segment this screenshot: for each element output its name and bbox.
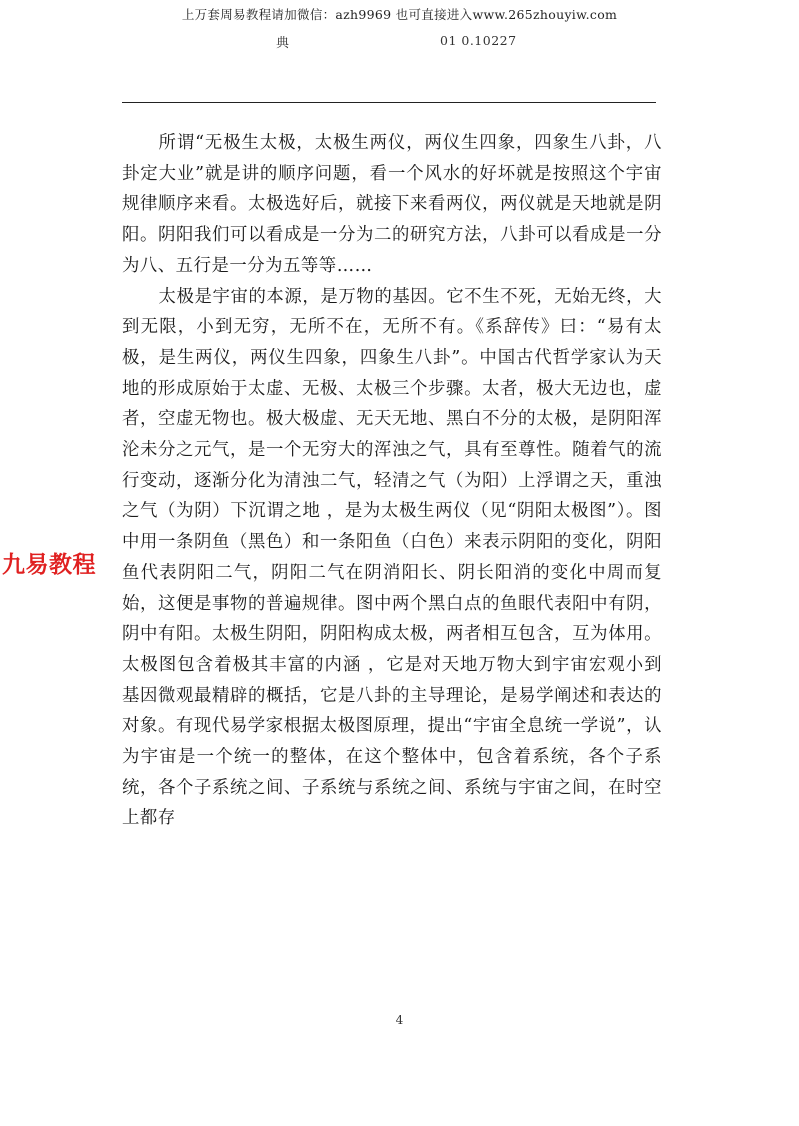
body-text <box>122 128 662 834</box>
paragraph-2: 太极是宇宙的本源，是万物的基因。它不生不死，无始无终，大到无限，小到无穷，无所不在，无所不有。《系辞传》曰：“易有太极，是生两仪，两仪生四象，四象生八卦”。中国古代哲学家认为天地的形成原始于太虚、无极、太极三个步骤。太者，极大无边也，虚者，空虚无物也。极大极虚、无天无地、黑白不分的太极，是阴阳浑沦未分之元气，是一个无穷大的浑浊之气，具有至尊性。随着气的流行变动，逐渐分化为清浊二气，轻清之气（为阳）上浮谓之天，重浊之气（为阴）下沉谓之地 ，是为太极生两仪（见“阴阳太极图”）。图中用一条阴鱼（黑色）和一条阳鱼（白色）来表示阴阳的变化，阴阳鱼代表阴阳二气，阴阳二气在阴消阳长、阴长阳消的变化中周而复始，这便是事物的普遍规律。图中两个黑白点的鱼眼代表阳中有阴，阴中有阳。太极生阴阳，阴阳构成太极，两者相互包含，互为体用。太极图包含着极其丰富的内涵 ，它是对天地万物大到宇宙宏观小到基因微观最精辟的概括，它是八卦的主导理论，是易学阐述和表达的对象。有现代易学家根据太极图原理，提出“宇宙全息统一学说”，认为宇宙是一个统一的整体，在这个整体中，包含着系统，各个子系统，各个子系统之间、子系统与系统之间、系统与宇宙之间，在时空上都存 <box>122 286 662 829</box>
page-number: 4 <box>395 1013 404 1027</box>
top-banner: 上万套周易教程请加微信：azh9969 也可直接进入www.265zhouyiw.com <box>181 7 618 22</box>
watermark-logo: 九易教程 <box>2 552 96 578</box>
header-rule <box>122 102 656 103</box>
paragraph-1: 所谓“无极生太极，太极生两仪，两仪生四象，四象生八卦，八卦定大业”就是讲的顺序问题，看一个风水的好坏就是按照这个宇宙规律顺序来看。太极选好后，就接下来看两仪，两仪就是天地就是阴阳。阴阳我们可以看成是一分为二的研究方法，八卦可以看成是一分为八、五行是一分为五等等…… <box>122 133 662 276</box>
header-right-text: 01 0.10227 <box>440 33 517 48</box>
header-left-text: 典 <box>276 36 290 51</box>
